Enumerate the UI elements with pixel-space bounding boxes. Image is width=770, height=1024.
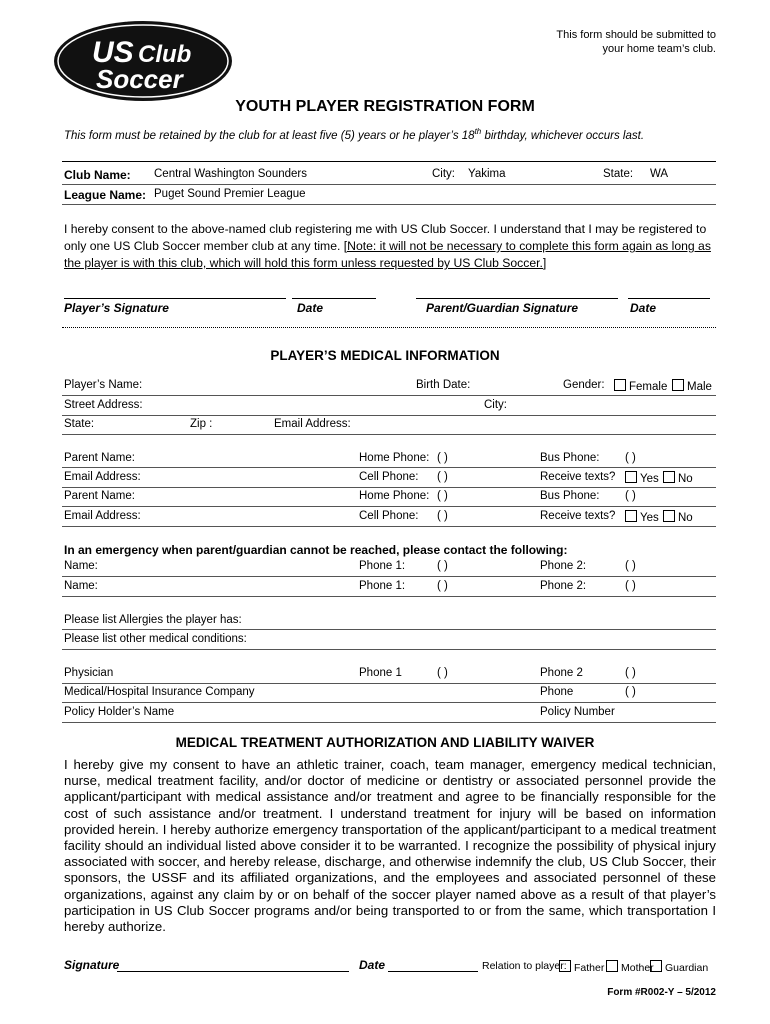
home-phone-label: Home Phone: [359, 490, 430, 502]
father-option[interactable] [559, 960, 604, 974]
birth-date-label: Birth Date: [416, 379, 471, 391]
mother-label: Mother [621, 962, 654, 974]
physician-label: Physician [64, 667, 114, 679]
us-club-soccer-logo [52, 18, 234, 104]
divider [62, 576, 716, 577]
divider [62, 184, 716, 185]
date-line[interactable] [388, 971, 478, 972]
signature-line[interactable] [117, 971, 349, 972]
city-label: City: [432, 168, 455, 180]
state-field[interactable]: WA [650, 168, 669, 180]
date-label: Date [359, 958, 386, 972]
date-label: Date [630, 301, 657, 315]
divider [62, 467, 716, 468]
insurance-phone-label: Phone [540, 686, 574, 698]
date-line[interactable] [628, 298, 710, 299]
cell-phone-label: Cell Phone: [359, 510, 419, 522]
consent-paragraph [64, 221, 714, 272]
players-name-label: Player’s Name: [64, 379, 143, 391]
parent-signature-line[interactable] [416, 298, 618, 299]
texts-no-option[interactable] [663, 510, 693, 524]
player-signature-line[interactable] [64, 298, 286, 299]
mother-option[interactable] [606, 960, 654, 974]
email-address-label: Email Address: [274, 418, 351, 430]
phone-area-code[interactable]: ( ) [625, 452, 636, 464]
no-label: No [678, 512, 693, 524]
phone2-label: Phone 2: [540, 580, 587, 592]
submit-note: This form should be submitted to your home team’s club. [556, 29, 716, 55]
emergency-heading: In an emergency when parent/guardian cannot be reached, please contact the following: [64, 543, 568, 557]
receive-texts-label: Receive texts? [540, 510, 616, 522]
yes-label: Yes [640, 473, 659, 485]
divider [62, 722, 716, 723]
retention-note-text: This form must be retained by the club for at least five (5) years or he player’s 18 [64, 129, 475, 142]
divider [62, 395, 716, 396]
emergency-name-label: Name: [64, 580, 98, 592]
conditions-label: Please list other medical conditions: [64, 633, 247, 645]
consent-note: [Note: it will not be necessary to complete this form again as long as the player is with this club, which will hold this form unless requested by US Club Soccer.] [64, 239, 711, 270]
bus-phone-label: Bus Phone: [540, 452, 600, 464]
state-label: State: [64, 418, 95, 430]
parent-name-label: Parent Name: [64, 452, 135, 464]
no-checkbox[interactable] [663, 510, 675, 522]
father-checkbox[interactable] [559, 960, 571, 972]
texts-yes-option[interactable] [625, 471, 659, 485]
street-address-label: Street Address: [64, 399, 143, 411]
divider [62, 487, 716, 488]
divider [62, 434, 716, 435]
phone-area-code[interactable]: ( ) [437, 510, 448, 522]
male-checkbox[interactable] [672, 379, 684, 391]
phone-area-code[interactable]: ( ) [625, 560, 636, 572]
yes-checkbox[interactable] [625, 471, 637, 483]
date-line[interactable] [292, 298, 376, 299]
zip-label: Zip : [190, 418, 213, 430]
logo-club-text: Club [138, 41, 192, 68]
policy-holder-label: Policy Holder’s Name [64, 706, 175, 718]
retention-note [64, 127, 644, 142]
league-name-field[interactable]: Puget Sound Premier League [154, 188, 306, 200]
phone-area-code[interactable]: ( ) [437, 452, 448, 464]
club-name-field[interactable]: Central Washington Sounders [154, 168, 307, 180]
divider [62, 415, 716, 416]
female-option[interactable] [614, 379, 667, 393]
city-label: City: [484, 399, 507, 411]
phone-area-code[interactable]: ( ) [437, 471, 448, 483]
gender-label: Gender: [563, 379, 605, 391]
parent-name-label: Parent Name: [64, 490, 135, 502]
divider [62, 161, 716, 162]
form-number: Form #R002-Y – 5/2012 [607, 987, 716, 998]
phone-area-code[interactable]: ( ) [437, 667, 448, 679]
home-phone-label: Home Phone: [359, 452, 430, 464]
yes-label: Yes [640, 512, 659, 524]
phone-area-code[interactable]: ( ) [437, 560, 448, 572]
phone-area-code[interactable]: ( ) [625, 686, 636, 698]
guardian-option[interactable] [650, 960, 708, 974]
club-name-label: Club Name: [64, 168, 131, 182]
male-label: Male [687, 381, 712, 393]
bus-phone-label: Bus Phone: [540, 490, 600, 502]
divider [62, 204, 716, 205]
policy-number-label: Policy Number [540, 706, 615, 718]
no-checkbox[interactable] [663, 471, 675, 483]
phone-area-code[interactable]: ( ) [437, 490, 448, 502]
divider [62, 702, 716, 703]
form-title: YOUTH PLAYER REGISTRATION FORM [235, 98, 535, 115]
cell-phone-label: Cell Phone: [359, 471, 419, 483]
medical-info-title: PLAYER’S MEDICAL INFORMATION [270, 348, 500, 363]
yes-checkbox[interactable] [625, 510, 637, 522]
divider [62, 596, 716, 597]
receive-texts-label: Receive texts? [540, 471, 616, 483]
mother-checkbox[interactable] [606, 960, 618, 972]
emergency-name-label: Name: [64, 560, 98, 572]
no-label: No [678, 473, 693, 485]
phone1-label: Phone 1: [359, 580, 406, 592]
phone-area-code[interactable]: ( ) [625, 580, 636, 592]
waiver-text: I hereby give my consent to have an athletic trainer, coach, team manager, emergency medical technician, nurse, medical treatment facility, and/or doctor of medicine or dentistry or associated personnel provide the applicant/participant with medical assistance and/or treatment and agree to be financially responsible for the cost of such assistance and/or treatment. I understand treatment for injury will be based on information provided herein. I hereby authorize emergency transportation of the applicant/participant to a medical treatment facility should an individual listed above consider it to be warranted. I recognize the possibility of physical injury associated with soccer, and hereby release, discharge, and otherwise indemnify the club, US Club Soccer, their sponsors, the USSF and its affiliated organizations, and the employees and associated personnel of these organizations, against any claim by or on behalf of the soccer player named above as a result of that player’s participation in US Club Soccer programs and/or being transported to or from the same, which transportation I hereby authorize. [64, 757, 716, 935]
female-checkbox[interactable] [614, 379, 626, 391]
male-option[interactable] [672, 379, 712, 393]
state-label: State: [603, 168, 634, 180]
father-label: Father [574, 962, 605, 974]
insurance-company-label: Medical/Hospital Insurance Company [64, 686, 255, 698]
divider [62, 327, 716, 328]
divider [62, 526, 716, 527]
phone2-label: Phone 2 [540, 667, 583, 679]
waiver-title: MEDICAL TREATMENT AUTHORIZATION AND LIABILITY WAIVER [175, 735, 595, 750]
retention-note-sup: th [474, 127, 482, 136]
parent-signature-label: Parent/Guardian Signature [426, 301, 579, 315]
phone-area-code[interactable]: ( ) [437, 580, 448, 592]
league-name-label: League Name: [64, 188, 147, 202]
email-address-label: Email Address: [64, 510, 141, 522]
phone1-label: Phone 1 [359, 667, 402, 679]
player-signature-label: Player’s Signature [64, 301, 169, 315]
signature-label: Signature [64, 958, 120, 972]
phone2-label: Phone 2: [540, 560, 587, 572]
guardian-label: Guardian [665, 962, 709, 974]
consent-text: I hereby consent to the above-named club registering me with US Club Soccer. I understand that I may be registered to only one US Club Soccer member club at any time. [64, 222, 707, 253]
allergies-label: Please list Allergies the player has: [64, 614, 242, 626]
date-label: Date [297, 301, 324, 315]
guardian-checkbox[interactable] [650, 960, 662, 972]
texts-yes-option[interactable] [625, 510, 659, 524]
email-address-label: Email Address: [64, 471, 141, 483]
divider [62, 629, 716, 630]
divider [62, 649, 716, 650]
divider [62, 506, 716, 507]
phone-area-code[interactable]: ( ) [625, 490, 636, 502]
texts-no-option[interactable] [663, 471, 693, 485]
relation-label: Relation to player: [482, 960, 567, 972]
female-label: Female [629, 381, 668, 393]
phone1-label: Phone 1: [359, 560, 406, 572]
logo-us-text: US [92, 36, 134, 69]
city-field[interactable]: Yakima [468, 168, 506, 180]
logo-soccer-text: Soccer [96, 64, 183, 94]
phone-area-code[interactable]: ( ) [625, 667, 636, 679]
divider [62, 683, 716, 684]
retention-note-tail: birthday, whichever occurs last. [481, 129, 645, 142]
